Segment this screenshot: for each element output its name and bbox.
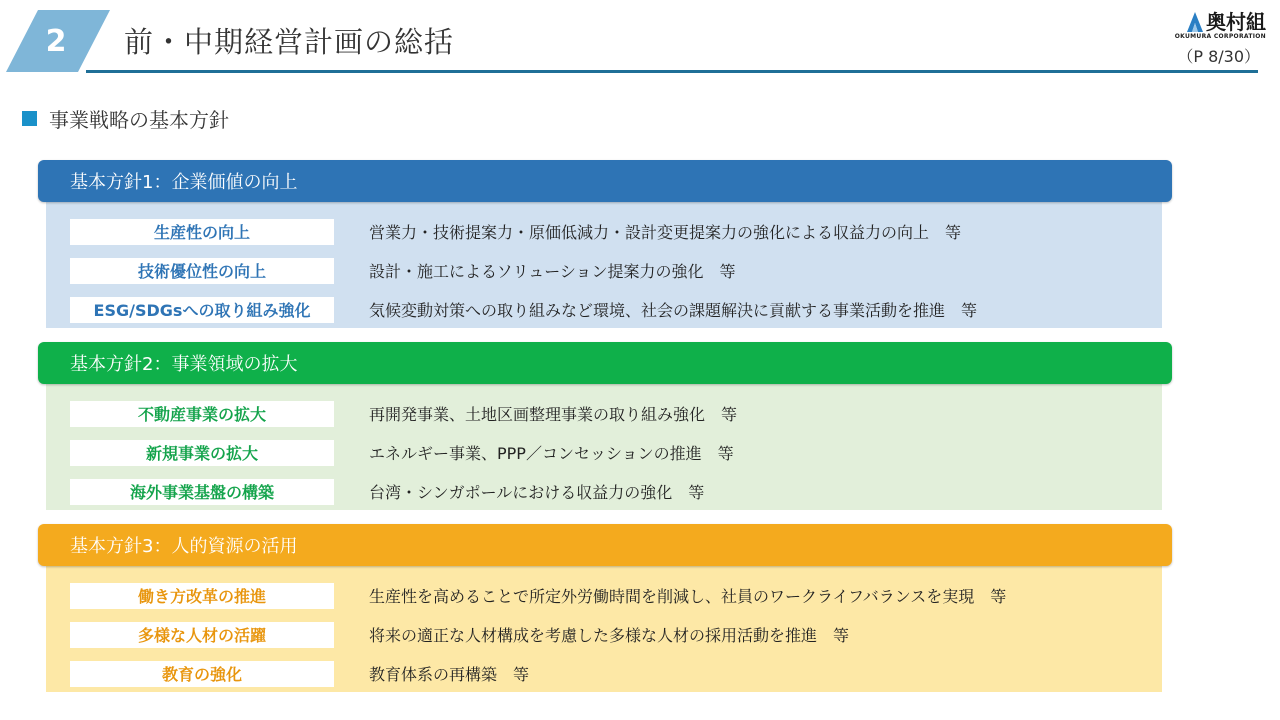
policy-item-label: 不動産事業の拡大	[70, 401, 334, 427]
policy-group-3	[38, 524, 1172, 692]
policy-group-body	[46, 564, 1162, 692]
policy-row	[46, 472, 1162, 511]
logo-mark-icon	[1187, 12, 1203, 32]
square-bullet-icon	[22, 111, 37, 126]
policy-item-label: 技術優位性の向上	[70, 258, 334, 284]
policy-item-text: 生産性を高めることで所定外労働時間を削減し、社員のワークライフバランスを実現 等	[369, 587, 1007, 606]
policy-group-1	[38, 160, 1172, 328]
policy-group-header: 基本方針3：人的資源の活用	[38, 524, 1172, 566]
policy-item-text: 営業力・技術提案力・原価低減力・設計変更提案力の強化による収益力の向上 等	[369, 223, 962, 242]
policy-item-text: 教育体系の再構築 等	[369, 665, 530, 684]
page-title: 前・中期経営計画の総括	[124, 25, 455, 59]
policy-item-text: 気候変動対策への取り組みなど環境、社会の課題解決に貢献する事業活動を推進 等	[369, 301, 978, 320]
policy-item-text: エネルギー事業、PPP／コンセッションの推進 等	[369, 444, 734, 463]
policy-item-label: 海外事業基盤の構築	[70, 479, 334, 505]
policy-group-body	[46, 382, 1162, 510]
policy-item-text: 将来の適正な人材構成を考慮した多様な人材の採用活動を推進 等	[369, 626, 850, 645]
logo-name: 奥村組	[1206, 10, 1266, 34]
policy-item-label: 新規事業の拡大	[70, 440, 334, 466]
policy-row	[46, 251, 1162, 290]
policy-item-text: 設計・施工によるソリューション提案力の強化 等	[369, 262, 736, 281]
policy-row	[46, 394, 1162, 433]
policy-item-label: ESG/SDGsへの取り組み強化	[70, 297, 334, 323]
policy-row	[46, 433, 1162, 472]
logo-subtitle: OKUMURA CORPORATION	[1174, 33, 1266, 40]
policy-item-text: 台湾・シンガポールにおける収益力の強化 等	[369, 483, 705, 502]
policy-row	[46, 654, 1162, 693]
company-logo	[1166, 12, 1266, 40]
policy-item-label: 働き方改革の推進	[70, 583, 334, 609]
policy-row	[46, 290, 1162, 329]
policy-row	[46, 212, 1162, 251]
policy-group-header: 基本方針2：事業領域の拡大	[38, 342, 1172, 384]
policy-group-body	[46, 200, 1162, 328]
section-heading	[22, 104, 229, 133]
header-rule	[86, 70, 1258, 73]
policy-item-label: 教育の強化	[70, 661, 334, 687]
policy-group-2	[38, 342, 1172, 510]
policy-item-label: 多様な人材の活躍	[70, 622, 334, 648]
section-title: 事業戦略の基本方針	[49, 108, 229, 132]
policy-row	[46, 615, 1162, 654]
policy-group-header: 基本方針1：企業価値の向上	[38, 160, 1172, 202]
page-number: （P 8/30）	[1177, 47, 1260, 66]
policy-item-text: 再開発事業、土地区画整理事業の取り組み強化 等	[369, 405, 738, 424]
section-number: 2	[45, 23, 67, 59]
policy-item-label: 生産性の向上	[70, 219, 334, 245]
policy-row	[46, 576, 1162, 615]
